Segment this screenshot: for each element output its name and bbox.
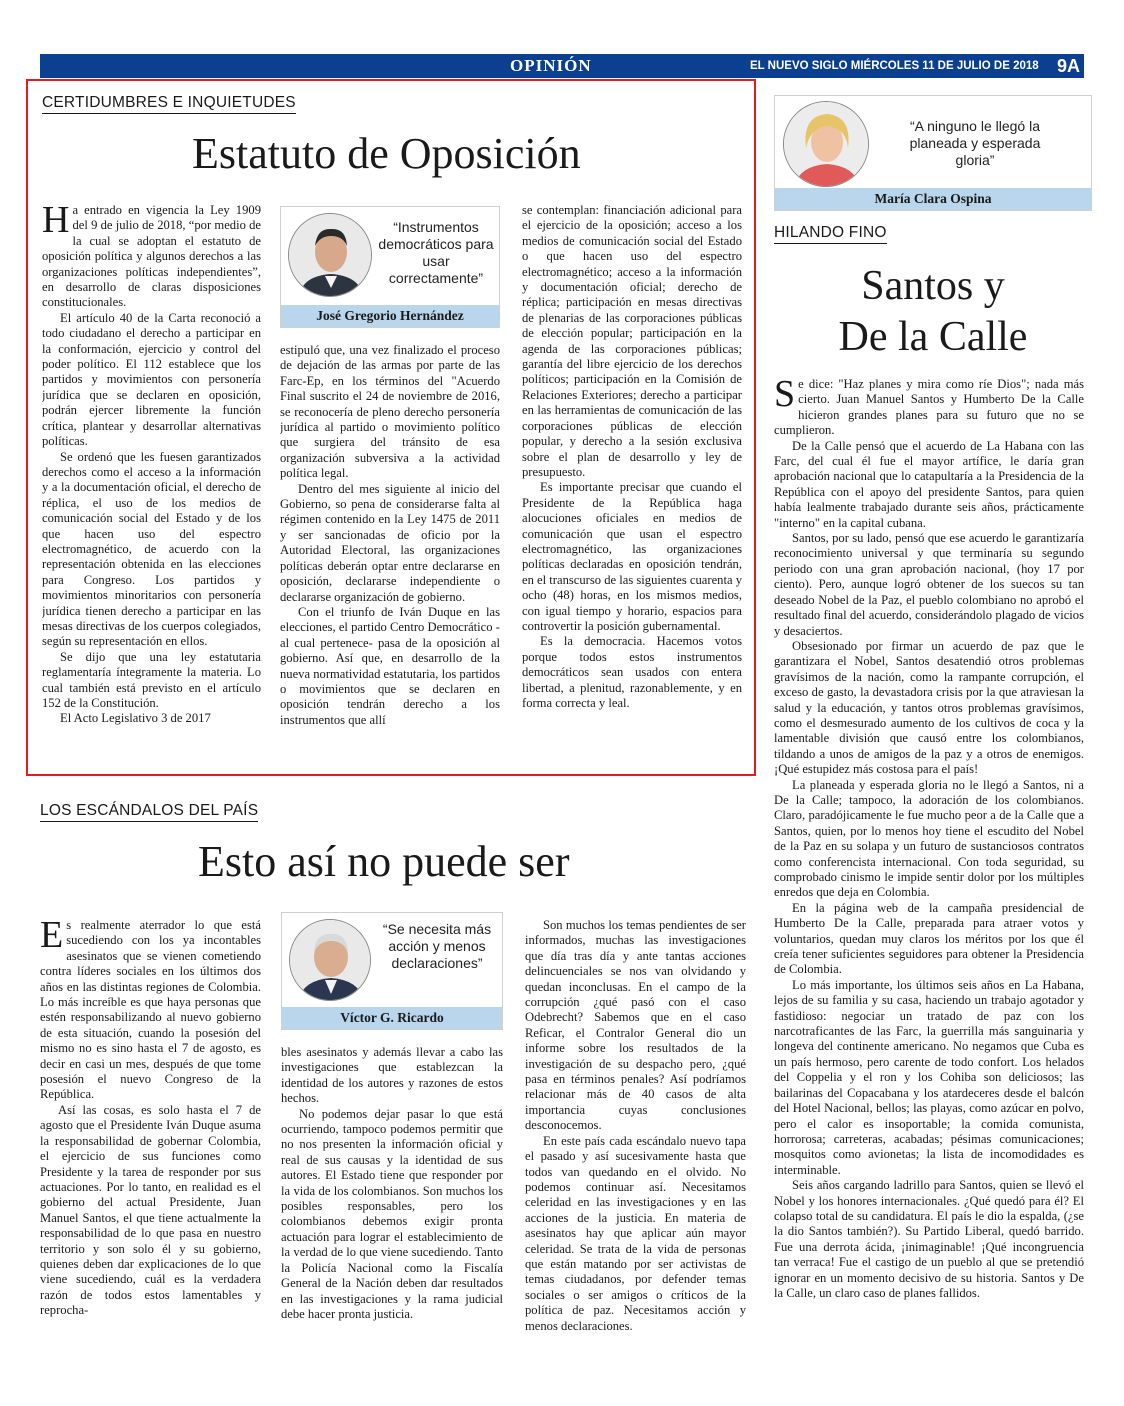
dropcap: S: [774, 377, 796, 415]
article3-body: Se dice: "Haz planes y mira como ríe Dios"; nada más cierto. Juan Manuel Santos y Humberto De la Calle hicieron grandes planes para su futuro que no se cumplieron. De la Calle pensó que el acuerdo de La Habana con las Farc, del cual él fue el mayor artífice, le daría gran aprobación nacional que lo catapultaría a la Presidencia de la República con el apoyo del presidente Santos, para quien había lealmente trabajado durante seis años, prácticamente "interno" en la capital cubana. Santos, por su lado, pensó que ese acuerdo le garantizaría reconocimiento universal y que terminaría su segundo periodo con una gran aprobación nacional, (hoy 17 por ciento). Pero, aunque logró obtener de los suecos su tan deseado Nobel de la Paz, el pueblo colombiano no aprobó el resultado final del acuerdo, considerándolo plagado de vicios y desaciertos. Obsesionado por firmar un acuerdo de paz que le garantizara el Nobel, Santos desatendió otros problemas gravísimos de la nación, como la rampante corrupción, el exceso de gasto, la devastadora crisis por la que atraviesan la salud y la educación, y tantos otros problemas gravísimos, como el desmesurado aumento de los cultivos de coca y la lamentable división que causó entre los colombianos, tildando a unos de amigos de la paz y a otros de enemigos. ¡Qué estupidez más costosa para el país! La planeada y esperada gloria no le llegó a Santos, ni a De la Calle; tampoco, la adoración de los colombianos. Claro, paradójicamente le fue mucho peor a de la Calle que a Santos, quien, por lo menos hoy tiene el escudito del Nobel de la Paz en su solapa y un futuro de sustanciosos contratos como conferencista internacional. Con toda seguridad, su comprobado cinismo le impide sentir dolor por los múltiples enredos que deja en Colombia. En la página web de la campaña presidencial de Humberto De la Calle, preparada para atraer votos y voluntarios, quedan muy claros los méritos por los que él creía tener suficientes seguidores para obtener la Presidencia de Colombia. Lo más importante, los últimos seis años en La Habana, lejos de su familia y su casa, haciendo un trabajo agotador y fastidioso: negociar un tratado de paz con los narcotraficantes de las Farc, la guerrilla más sanguinaria y longeva del continente americano. No negamos que Cuba es un país hermoso, pero carente de todo confort. Los helados del Coppelia y el ron y los Cohiba son deliciosos; las bailarinas del Copacabana y los atardeceres desde el balcón del Hotel Nacional, bellos; las playas, como azúcar en polvo, pero el calor es insoportable; la comida comunista, horrorosa; carreteras, acabadas; pésimas comunicaciones; mosquitos como avionetas; la lista de incomodidades es interminable. Seis años cargando ladrillo para Santos, quien se llevó el Nobel y los honores internacionales. ¿Qué quedó para él? El colapso total de su candidatura. El país le dio la espalda, (¿se la dio Santos también?). Su Partido Liberal, quedó barrido. Fue una derrota ácida, ¡inimaginable! ¡Qué incongruencia tan verraca! Fue el castigo de un pueblo al que se pretendió ignorar en un momento decisivo de su historia. Santos y De la Calle, un claro caso de planes fallidos.: [774, 377, 1084, 1300]
article3-title-line1: Santos y: [861, 263, 1005, 309]
pull-quote-text: “Instrumentos democráticos para usar correctamente”: [378, 219, 494, 286]
article1-pull-quote: [280, 206, 500, 328]
article1-col2: estipuló que, una vez finalizado el proceso de dejación de las armas por parte de las Farc-Ep, en los términos del "Acuerdo Final suscrito el 24 de noviembre de 2016, se reconocería de pleno derecho personería jurídica al partido o movimiento político que surgiera del tránsito de esa organización subversiva a la actividad política legal. Dentro del mes siguiente al inicio del Gobierno, so pena de considerarse falta al régimen contenido en la Ley 1475 de 2011 y ser sancionadas de oficio por la Autoridad Electoral, las organizaciones políticas deberán optar entre declararse en oposición, declararse independiente o declararse organización de gobierno. Con el triunfo de Iván Duque en las elecciones, el partido Centro Democrático -al cual pertenece- pasa de la oposición al gobierno. Así que, en desarrollo de la nueva normatividad estatutaria, los partidos o movimientos que se declaren en oposición tendrán derecho a los instrumentos que allí: [280, 343, 500, 727]
author-photo: [783, 101, 869, 187]
section-title: OPINIÓN: [510, 56, 592, 75]
page-header-bar: [40, 54, 1084, 78]
article1-col3: se contemplan: financiación adicional para el ejercicio de la oposición; acceso a los medios de comunicación social del Estado o que hacen uso del espectro electromagnético; acceso a la información y documentación oficial; derecho de réplica; participación en mesas directivas de plenarias de las corporaciones públicas de elección popular; participación en la agenda de las corporaciones públicas; garantía del libre ejercicio de los derechos políticos; participación en la Comisión de Relaciones Exteriores; derecho a participar en las herramientas de comunicación de las corporaciones públicas de elección popular, y derecho a la sesión exclusiva sobre el plan de desarrollo y ley de presupuesto. Es importante precisar que cuando el Presidente de la República haga alocuciones oficiales en medios de comunicación que usan el espectro electromagnético, las organizaciones políticas declaradas en oposición tendrán, en el transcurso de las siguientes cuarenta y ocho (48) horas, en los mismos medios, con igual tiempo y horario, espacios para controvertir la posición gubernamental. Es la democracia. Hacemos votos porque todos estos instrumentos democráticos sean usados con entera libertad, a plenitud, razonablemente, y en forma correcta y leal.: [522, 203, 742, 710]
article3-pull-quote: [774, 95, 1092, 211]
article1-col1: Ha entrado en vigencia la Ley 1909 del 9 de julio de 2018, “por medio de la cual se adoptan el estatuto de oposición política y algunos derechos a las organizaciones políticas independientes”, en desarrollo de claras disposiciones constitucionales. El artículo 40 de la Carta reconoció a todo ciudadano el derecho a participar en la conformación, ejercicio y control del poder político. El 112 establece que los partidos y movimientos con personería jurídica que se declaren en oposición, podrán ejercer libremente la función crítica, plantear y desarrollar alternativas políticas. Se ordenó que les fuesen garantizados derechos como el acceso a la información y a la documentación oficial, el derecho de réplica, el uso de los medios de comunicación social del Estado y de los que hacen uso del espectro electromagnético, de acuerdo con la representación obtenida en las elecciones para Congreso. Los partidos y movimientos minoritarios con personería jurídica tienen derecho a participar en las mesas directivas de los cuerpos colegiados, según su representación en ellos. Se dijo que una ley estatutaria reglamentaría íntegramente la materia. Lo cual también está previsto en el artículo 152 de la Constitución. El Acto Legislativo 3 de 2017: [42, 203, 261, 726]
article2-col2: bles asesinatos y además llevar a cabo las investigaciones que establezcan la identidad de los autores y razones de estos hechos. No podemos dejar pasar lo que está ocurriendo, tampoco podemos permitir que no nos presenten la información oficial y real de sus causas y la identidad de sus autores. El Estado tiene que responder por la vida de los colombianos. Son muchos los posibles responsables, pero los colombianos debemos exigir pronta actuación para lograr el establecimiento de la verdad de lo que viene sucediendo. Tanto la Policía Nacional como la Fiscalía General de la Nación deben dar resultados en las investigaciones y la rama judicial debe hacer pronta justicia.: [281, 1045, 503, 1321]
pull-quote-text: “A ninguno le llegó la planeada y esperada gloria”: [909, 118, 1041, 168]
article2-col3: Son muchos los temas pendientes de ser informados, muchas las investigaciones que día tras día y ante tantas acciones delincuenciales se nos van olvidando y quedan inconclusas. En el campo de la corrupción ¿qué pasó con el caso Odebrecht? Sabemos que en el caso Reficar, el Contralor General dio un informe sobre los resultados de la investigación de su despacho pero, ¿qué pasa en términos penales? Así podríamos relacionar más de 40 casos de alta importancia cuyas conclusiones desconocemos. En este país cada escándalo nuevo tapa el pasado y así sucesivamente hasta que todos van quedando en el olvido. No podemos continuar así. Necesitamos celeridad en las investigaciones y en las acciones de la justicia. En materia de asesinatos hay que aplicar aún mayor celeridad. Se trata de la vida de personas que están matando por ser activistas de temas ciudadanos, por defender temas sociales o ser amigos o críticos de la política de paz. Necesitamos acción y menos declaraciones.: [525, 918, 746, 1333]
article2-title: Esto así no puede ser: [198, 837, 570, 886]
paper-date: EL NUEVO SIGLO MIÉRCOLES 11 DE JULIO DE 2018: [750, 60, 1039, 72]
author-photo: [288, 213, 372, 297]
article3-title-line2: De la Calle: [838, 314, 1028, 360]
article2-pull-quote: [281, 912, 503, 1030]
author-name: Víctor G. Ricardo: [282, 1007, 502, 1029]
dropcap: E: [40, 918, 64, 956]
pull-quote-text: “Se necesita más acción y menos declaraciones”: [382, 921, 492, 971]
article2-kicker: LOS ESCÁNDALOS DEL PAÍS: [40, 802, 258, 822]
article1-title: Estatuto de Oposición: [192, 129, 581, 178]
page-number: 9A: [1056, 56, 1080, 76]
article2-col1: Es realmente aterrador lo que está sucediendo con los ya incontables asesinatos que se vienen cometiendo contra líderes sociales en los últimos dos años en las distintas regiones de Colombia. Lo más increíble es que haya personas que estén responsabilizando al nuevo gobierno de esta situación, cuando la posesión del mismo no es sino hasta el 7 de agosto, es decir en casi un mes, después de que tome posesión el nuevo Congreso de la República. Así las cosas, es solo hasta el 7 de agosto que el Presidente Iván Duque asuma la responsabilidad de gobernar Colombia, el ejercicio de sus funciones como Presidente y la tarea de responder por sus actuaciones. Por lo tanto, en realidad es el gobierno del actual Presidente, Juan Manuel Santos, el que tiene actualmente la responsabilidad de lo que pasa en nuestro territorio y son solo él y su gobierno, quienes deben dar explicaciones de lo que viene sucediendo, cuál es la verdadera razón de todos estos lamentables y reprocha-: [40, 918, 261, 1318]
article1-kicker: CERTIDUMBRES E INQUIETUDES: [42, 94, 296, 114]
author-name: María Clara Ospina: [775, 188, 1091, 210]
dropcap: H: [42, 203, 70, 241]
author-name: José Gregorio Hernández: [281, 305, 499, 327]
author-photo: [289, 919, 371, 1001]
article3-kicker: HILANDO FINO: [774, 224, 887, 244]
